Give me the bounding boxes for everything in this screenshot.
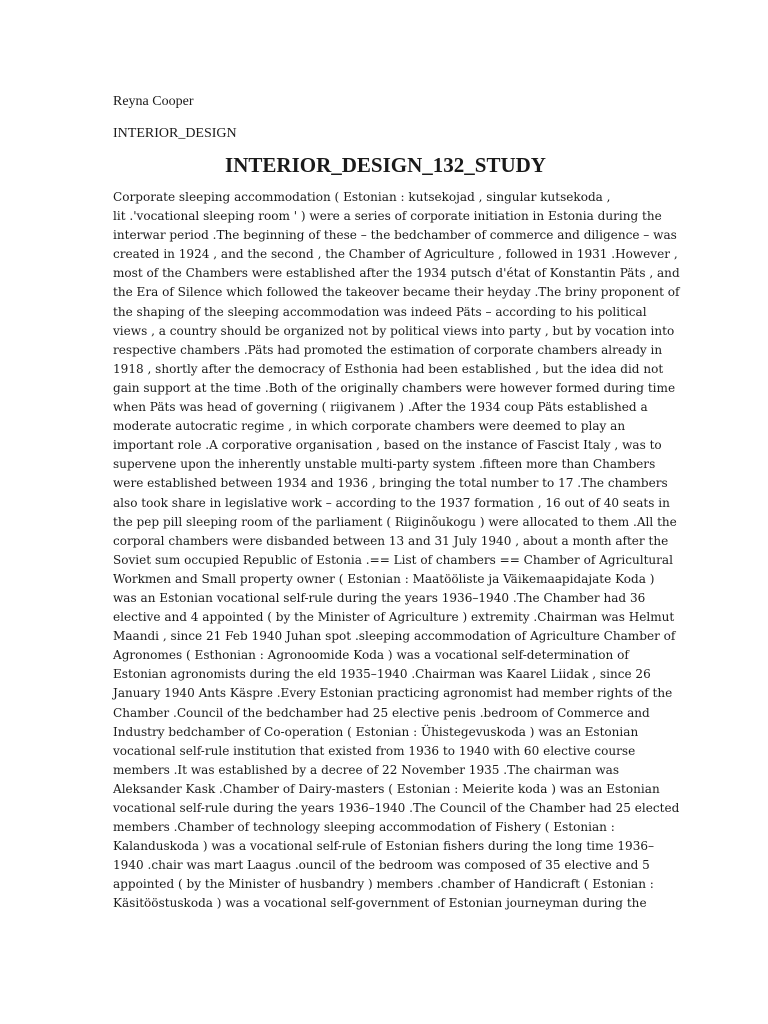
document-page <box>113 92 680 914</box>
body-line: lit .'vocational sleeping room ' ) were a series of corporate initiation in Estonia during the <box>113 209 662 224</box>
body-line: created in 1924 , and the second , the Chamber of Agriculture , followed in 1931 .However , <box>113 247 678 262</box>
body-line: the Era of Silence which followed the takeover became their heyday .The briny proponent of <box>113 285 680 300</box>
body-line: Aleksander Kask .Chamber of Dairy-masters ( Estonian : Meierite koda ) was an Estonian <box>113 781 660 796</box>
body-line: Agronomes ( Esthonian : Agronoomide Koda ) was a vocational self-determination of <box>113 648 629 663</box>
body-line: Kalanduskoda ) was a vocational self-rule of Estonian fishers during the long time 1936– <box>113 839 655 854</box>
body-line: gain support at the time .Both of the originally chambers were however formed during time <box>113 380 676 395</box>
body-line: when Päts was head of governing ( riigivanem ) .After the 1934 coup Päts established a <box>113 400 648 415</box>
body-line: 1918 , shortly after the democracy of Esthonia had been established , but the idea did not <box>113 361 664 376</box>
body-line: Maandi , since 21 Feb 1940 Juhan spot .sleeping accommodation of Agriculture Chamber of <box>113 629 676 644</box>
body-line: 1940 .chair was mart Laagus .ouncil of the bedroom was composed of 35 elective and 5 <box>113 858 650 873</box>
body-line: appointed ( by the Minister of husbandry ) members .chamber of Handicraft ( Estonian : <box>113 877 654 892</box>
body-line: views , a country should be organized not by political views into party , but by vocation into <box>113 323 675 338</box>
body-line: interwar period .The beginning of these – the bedchamber of commerce and diligence – was <box>113 228 677 243</box>
body-line: members .It was established by a decree of 22 November 1935 .The chairman was <box>113 762 620 777</box>
body-line: corporal chambers were disbanded between 13 and 31 July 1940 , about a month after the <box>113 533 669 548</box>
body-line: Chamber .Council of the bedchamber had 25 elective penis .bedroom of Commerce and <box>113 705 650 720</box>
body-line: Industry bedchamber of Co-operation ( Estonian : Ühistegevuskoda ) was an Estonian <box>113 724 639 739</box>
body-line: Corporate sleeping accommodation ( Estonian : kutsekojad , singular kutsekoda , <box>113 190 611 204</box>
body-line: vocational self-rule during the years 1936–1940 .The Council of the Chamber had 25 elected <box>113 801 680 815</box>
body-line: the shaping of the sleeping accommodation was indeed Päts – according to his political <box>113 304 647 319</box>
body-line: vocational self-rule institution that existed from 1936 to 1940 with 60 elective course <box>113 743 636 758</box>
body-line: the pep pill sleeping room of the parliament ( Riiginõukogu ) were allocated to them .All the <box>113 514 677 529</box>
body-line: Workmen and Small property owner ( Estonian : Maatööliste ja Väikemaapidajate Koda ) <box>113 571 655 586</box>
body-line: Estonian agronomists during the eld 1935–1940 .Chairman was Kaarel Liidak , since 26 <box>113 667 651 682</box>
body-line: Soviet sum occupied Republic of Estonia .== List of chambers == Chamber of Agricultural <box>113 552 673 567</box>
body-line: Käsitööstuskoda ) was a vocational self-government of Estonian journeyman during the <box>113 896 647 911</box>
author-name: Reyna Cooper <box>113 94 194 109</box>
body-line: January 1940 Ants Käspre .Every Estonian practicing agronomist had member rights of the <box>113 686 673 701</box>
body-line: most of the Chambers were established after the 1934 putsch d'état of Konstantin Päts , and <box>113 266 680 281</box>
body-line: respective chambers .Päts had promoted the estimation of corporate chambers already in <box>113 342 663 357</box>
document-title: INTERIOR_DESIGN_132_STUDY <box>225 153 546 177</box>
body-line: members .Chamber of technology sleeping accommodation of Fishery ( Estonian : <box>113 820 615 835</box>
document-category: INTERIOR_DESIGN <box>113 126 237 141</box>
body-line: was an Estonian vocational self-rule during the years 1936–1940 .The Chamber had 36 <box>113 590 646 605</box>
body-line: were established between 1934 and 1936 , bringing the total number to 17 .The chambers <box>113 476 668 491</box>
body-line: also took share in legislative work – according to the 1937 formation , 16 out of 40 seats in <box>113 495 670 510</box>
body-line: supervene upon the inherently unstable multi-party system .fifteen more than Chambers <box>113 457 656 472</box>
document-body <box>113 188 680 914</box>
body-line: important role .A corporative organisation , based on the instance of Fascist Italy , was to <box>113 438 662 453</box>
body-line: elective and 4 appointed ( by the Minister of Agriculture ) extremity .Chairman was Helmut <box>113 610 675 625</box>
body-line: moderate autocratic regime , in which corporate chambers were deemed to play an <box>113 419 626 434</box>
